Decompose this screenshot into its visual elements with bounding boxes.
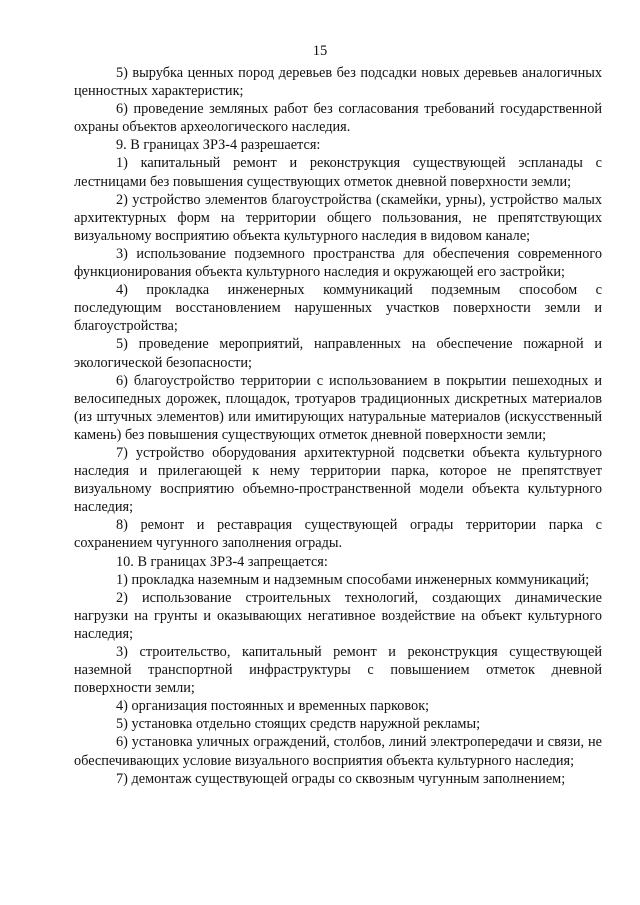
section-9-heading: 9. В границах ЗРЗ-4 разрешается: xyxy=(116,137,321,154)
document-body xyxy=(74,64,602,788)
paragraph-9-item-3: 3) использование подземного пространства для обеспечения современного функционирования объекта культурного наследия и окружающей его застройки; xyxy=(74,245,602,281)
page-number: 15 xyxy=(312,43,328,59)
paragraph-9-item-1: 1) капитальный ремонт и реконструкция существующей эспланады с лестницами без повышения существующих отметок дневной поверхности земли; xyxy=(74,155,602,190)
paragraph-9-item-4: 4) прокладка инженерных коммуникаций подземным способом с последующим восстановлением нарушенных участков поверхности земли и благоустройства; xyxy=(74,282,602,335)
paragraph-9-item-8: 8) ремонт и реставрация существующей ограды территории парка с сохранением чугунного заполнения ограды. xyxy=(74,517,602,552)
paragraph-10-item-4: 4) организация постоянных и временных парковок; xyxy=(116,698,430,715)
paragraph-item-6-earthworks: 6) проведение земляных работ без согласования требований государственной охраны объектов археологического наследия. xyxy=(74,101,602,136)
paragraph-10-item-3: 3) строительство, капитальный ремонт и реконструкция существующей наземной транспортной инфраструктуры с повышением отметок дневной поверхности земли; xyxy=(74,644,602,697)
paragraph-9-item-6: 6) благоустройство территории с использованием в покрытии пешеходных и велосипедных дорожек, площадок, тротуаров традиционных дискретных материалов (из штучных элементов) или имитирующих натуральные материалов (искусственный камень) без повышения существующих отметок дневной поверхности земли; xyxy=(74,372,602,443)
paragraph-10-item-1: 1) прокладка наземным и надземным способами инженерных коммуникаций; xyxy=(116,571,590,588)
paragraph-10-item-6: 6) установка уличных ограждений, столбов, линий электропередачи и связи, не обеспечивающих условие визуального восприятия объекта культурного наследия; xyxy=(74,734,602,769)
paragraph-9-item-2: 2) устройство элементов благоустройства (скамейки, урны), устройство малых архитектурных форм на территории общего пользования, не препятствующих визуальному восприятию объекта культурного наследия в видовом канале; xyxy=(74,191,602,244)
paragraph-10-item-5: 5) установка отдельно стоящих средств наружной рекламы; xyxy=(116,716,481,733)
paragraph-9-item-5: 5) проведение мероприятий, направленных на обеспечение пожарной и экологической безопасности; xyxy=(74,336,602,371)
section-10-heading: 10. В границах ЗРЗ-4 запрещается: xyxy=(116,553,328,570)
paragraph-10-item-7: 7) демонтаж существующей ограды со сквозным чугунным заполнением; xyxy=(116,770,566,787)
paragraph-item-5-tree-felling: 5) вырубка ценных пород деревьев без подсадки новых деревьев аналогичных ценностных характеристик; xyxy=(74,65,602,100)
paragraph-10-item-2: 2) использование строительных технологий, создающих динамические нагрузки на грунты и оказывающих негативное воздействие на объект культурного наследия; xyxy=(74,589,602,642)
paragraph-9-item-7: 7) устройство оборудования архитектурной подсветки объекта культурного наследия и прилегающей к нему территории парка, которое не препятствует визуальному восприятию объемно-пространственной модели объекта культурного наследия; xyxy=(74,444,602,516)
